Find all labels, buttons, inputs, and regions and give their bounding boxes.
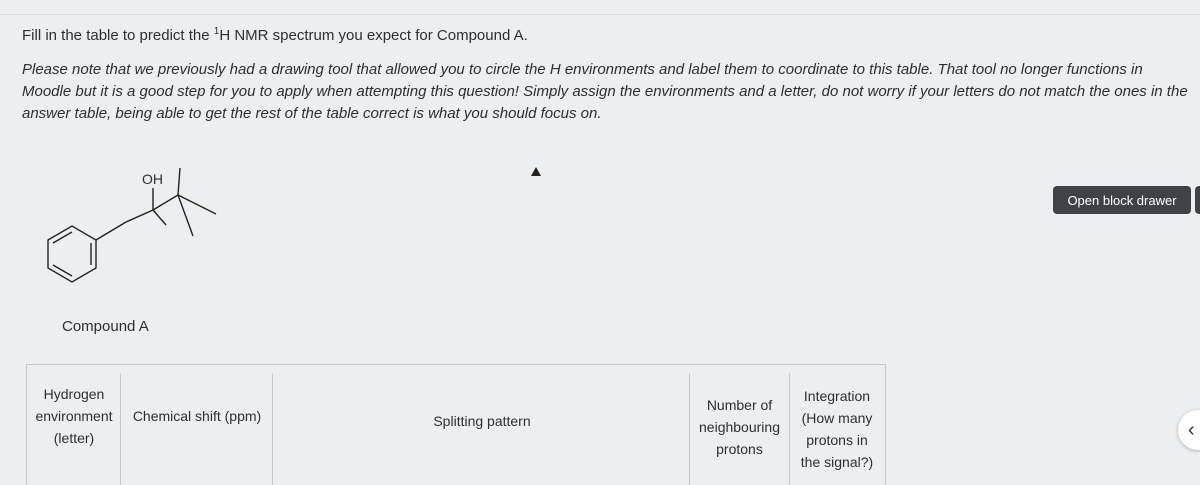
col-divider	[789, 373, 790, 485]
oh-label: OH	[142, 171, 163, 187]
question-note: Please note that we previously had a drawing tool that allowed you to circle the H environments and label them to coordinate to this table. That tool no longer functions in Moodle but it is a good step for you to apply when attempting this question! Simply assign the environments and a letter, do not worry if your letters do not match the ones in the answer table, being able to get the rest of the table correct is what you should focus on.	[22, 61, 1188, 122]
col-divider	[272, 373, 273, 485]
nmr-table	[26, 364, 886, 485]
drawer-edge[interactable]	[1195, 186, 1200, 214]
top-divider	[0, 14, 1200, 15]
compound-label: Compound A	[62, 318, 149, 335]
col-divider	[120, 373, 121, 485]
header-env: Hydrogen environment (letter)	[35, 386, 113, 446]
open-block-drawer-button[interactable]: Open block drawer	[1053, 186, 1191, 214]
compound-a-structure	[38, 160, 238, 315]
mouse-cursor-icon	[531, 167, 541, 176]
question-intro: Fill in the table to predict the $^1$H NMR spectrum you expect for Compound A.	[22, 26, 528, 44]
chevron-left-icon[interactable]: ‹	[1178, 410, 1200, 450]
header-splitting: Splitting pattern	[433, 413, 531, 429]
header-integration: Integration (How many protons in the signal?)	[800, 388, 874, 470]
header-shift: Chemical shift (ppm)	[132, 408, 262, 424]
header-neighbours: Number of neighbouring protons	[699, 397, 780, 457]
col-divider	[689, 373, 690, 485]
